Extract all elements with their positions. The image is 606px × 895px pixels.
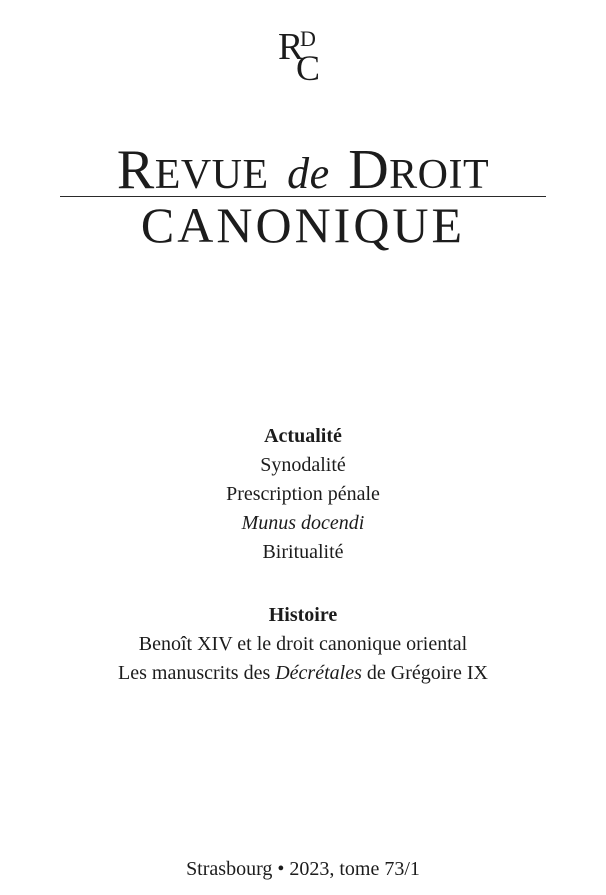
title-revue-initial: R xyxy=(116,139,155,201)
contents-item-italic-title: Décrétales xyxy=(275,662,362,684)
contents-item: Synodalité xyxy=(260,454,346,476)
logo-letter-c: C xyxy=(296,48,321,88)
section-heading: Histoire xyxy=(268,604,338,626)
logo-letter-d: D xyxy=(300,26,316,51)
title-de: de xyxy=(287,149,330,198)
contents-item: Munus docendi xyxy=(241,512,365,534)
publication-footer: Strasbourg • 2023, tome 73/1 xyxy=(186,858,420,880)
contents-item: Benoît XIV et le droit canonique oriental xyxy=(138,633,468,655)
section-actualite xyxy=(0,422,606,567)
contents-item-text-before: Les manuscrits des xyxy=(118,662,276,684)
contents-item xyxy=(0,659,606,688)
contents-item: Biritualité xyxy=(262,541,344,563)
logo-letter-r: R xyxy=(278,26,304,68)
title-droit-rest: ROIT xyxy=(389,152,490,198)
section-histoire xyxy=(0,601,606,688)
title-revue-rest: EVUE xyxy=(154,152,269,198)
contents-item: Prescription pénale xyxy=(226,483,380,505)
section-heading: Actualité xyxy=(264,425,342,447)
journal-monogram-logo xyxy=(278,26,330,86)
contents-item-text-after: de Grégoire IX xyxy=(361,662,488,684)
title-droit-initial: D xyxy=(348,139,390,201)
journal-title-line2: CANONIQUE xyxy=(140,197,466,253)
